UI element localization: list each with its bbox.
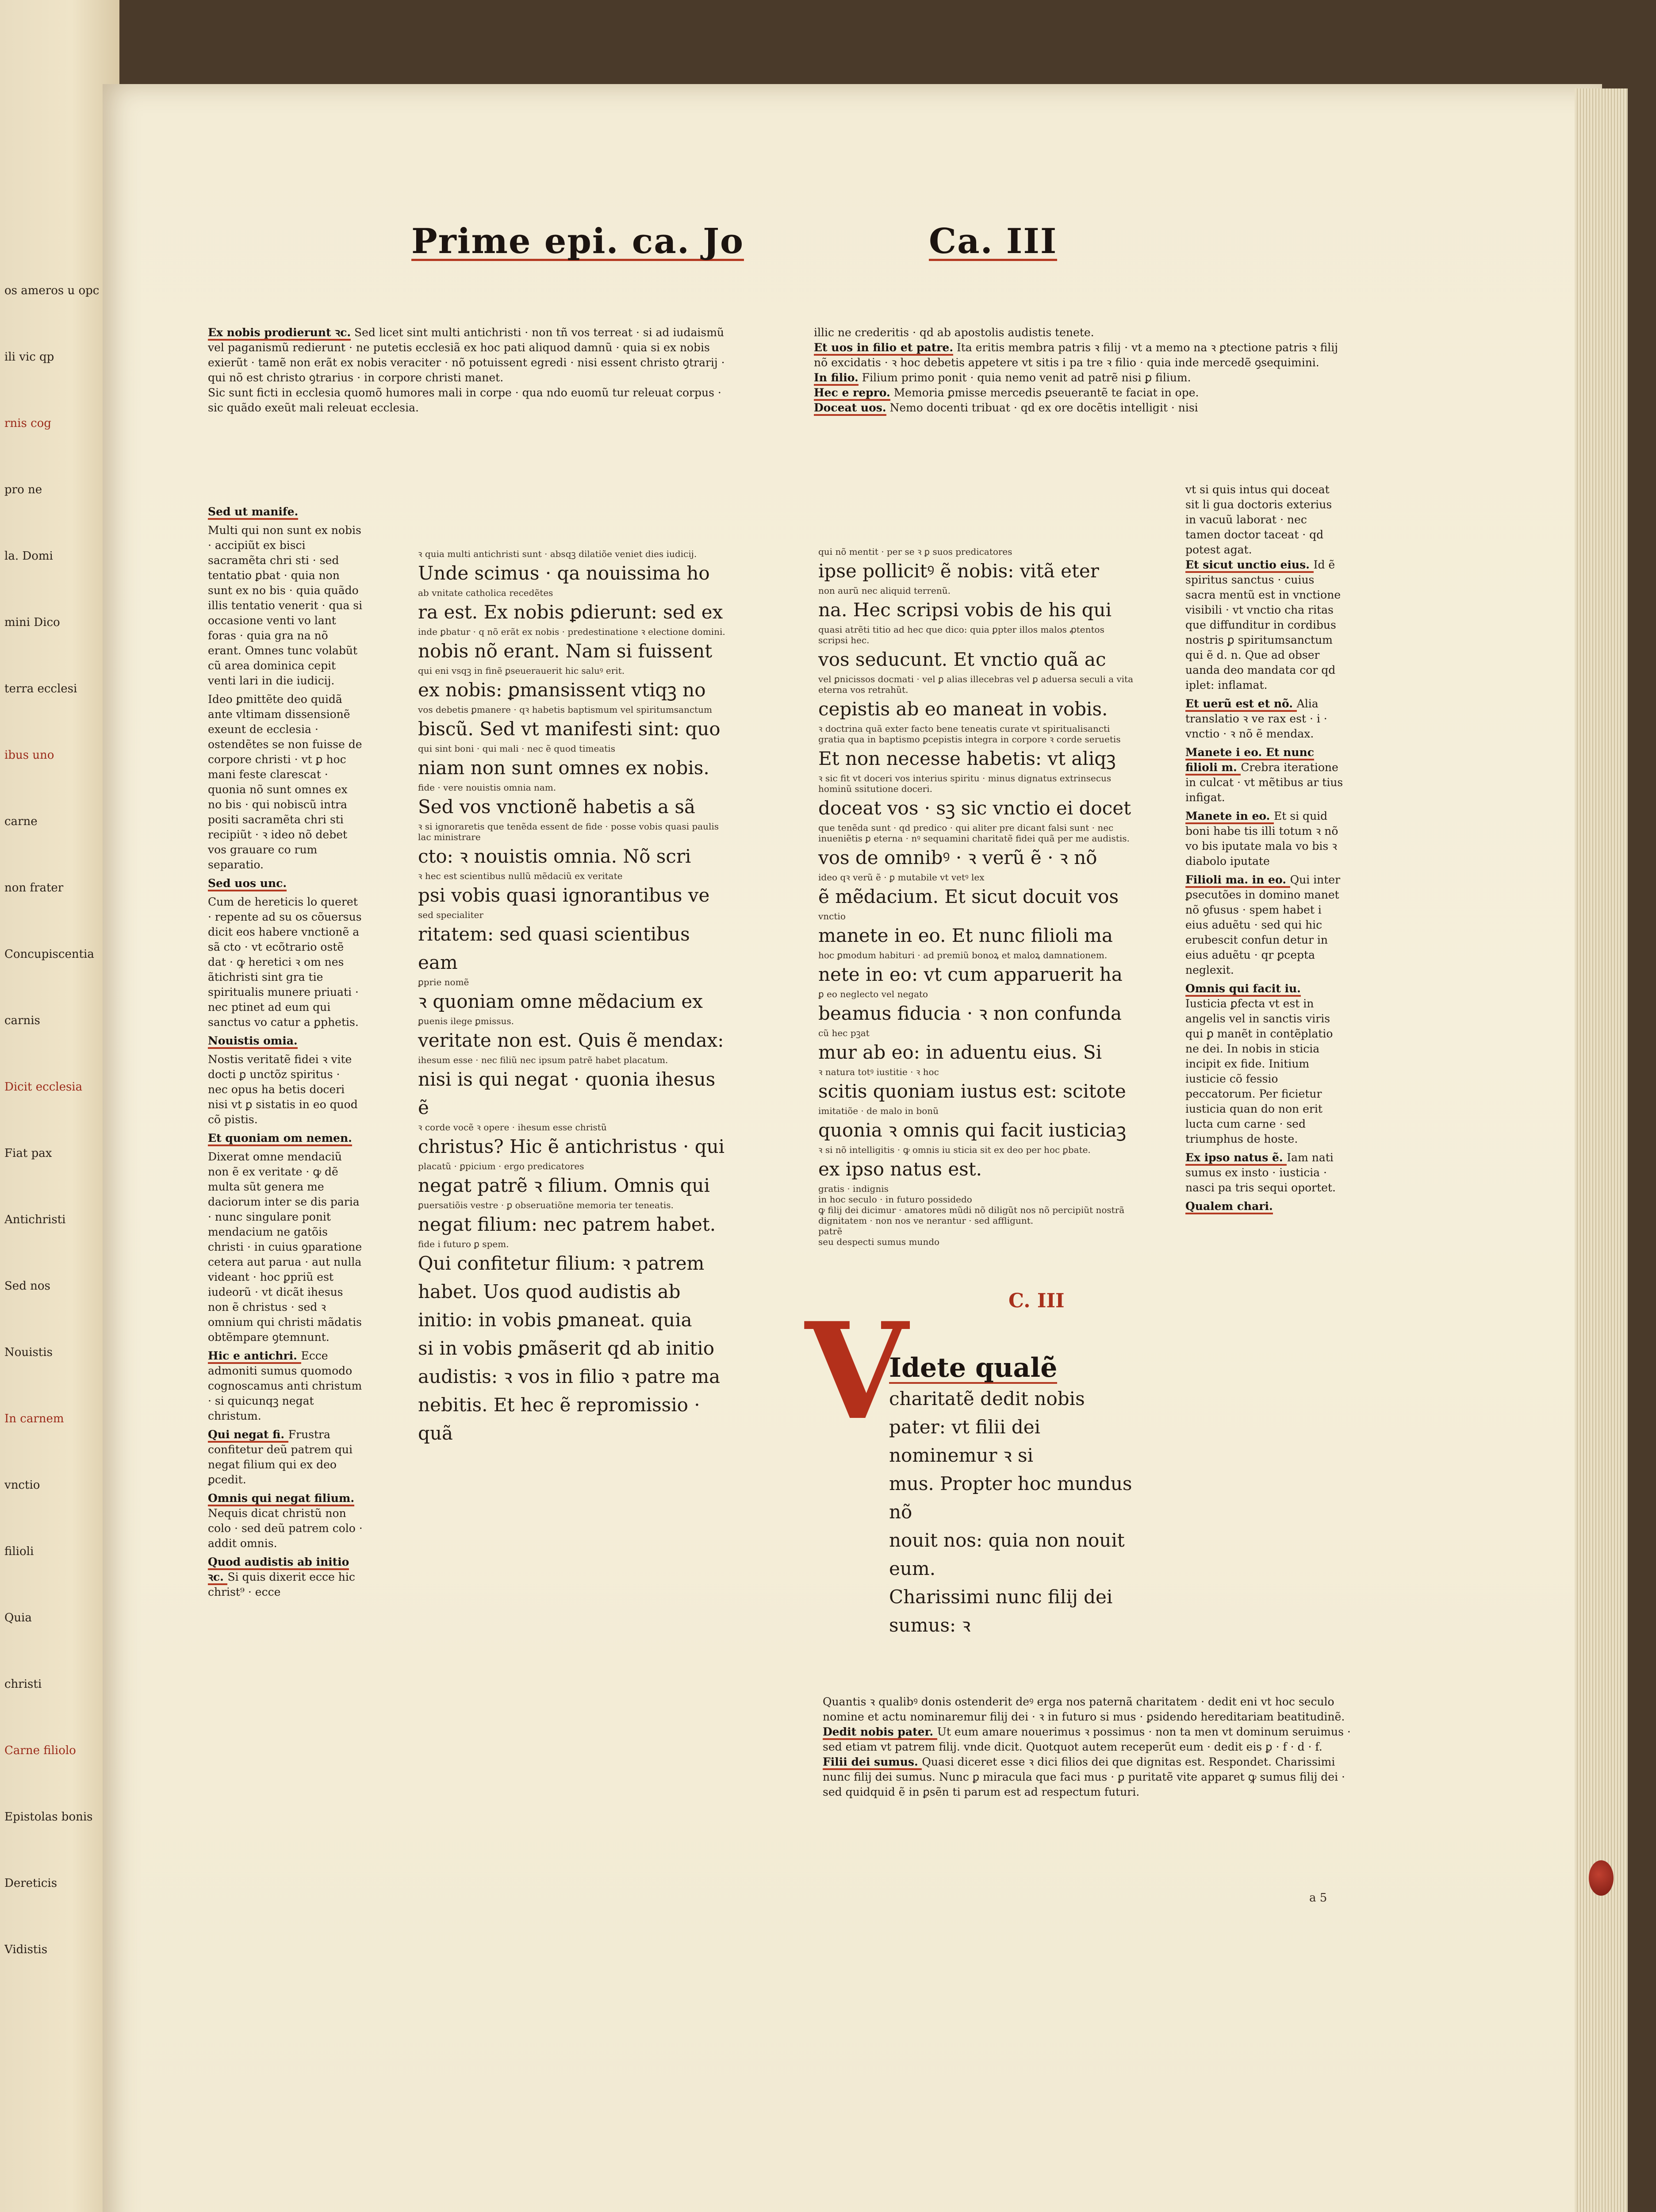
decorated-initial-V: V: [805, 1293, 908, 1449]
text-line: psi vobis quasi ignorantibus ve: [418, 884, 710, 906]
interlinear-gloss: cũ hec pꝫat: [818, 1028, 870, 1038]
chapter-mark: C. III: [1008, 1290, 1065, 1312]
lemma: Sed ut manife.: [208, 505, 298, 520]
gloss-paragraph: [823, 1694, 1353, 1724]
wax-seal: [1589, 1860, 1614, 1896]
gloss-column-left: [208, 504, 363, 1603]
text-column-right-chapter3: [889, 1354, 1146, 1640]
interlinear-gloss: ꝑuenis ilege ꝑmissus.: [418, 1016, 514, 1026]
left-page-fragment: In carnem: [4, 1412, 64, 1425]
text-line: mus. Propter hoc mundus nõ: [889, 1473, 1132, 1523]
text-line: nebitis. Et hec ẽ repromissio · quã: [418, 1394, 700, 1444]
interlinear-gloss: ꝛ si nõ intelligitis · ꝙ omnis iu sticia sit ex deo per hoc ꝑbate.: [818, 1144, 1091, 1155]
interlinear-gloss: inde ꝑbatur · q nõ erãt ex nobis · predestinatione ꝛ electione domini.: [418, 626, 725, 637]
incipit-line: Idete qualẽ: [889, 1352, 1058, 1383]
left-facing-page: [0, 0, 119, 2212]
interlinear-gloss: ideo qꝛ verũ ẽ · ꝑ mutabile vt vetꝰ lex: [818, 872, 985, 883]
interlinear-gloss: imitatiõe · de malo in bonũ: [818, 1106, 939, 1116]
gloss-paragraph: [208, 876, 363, 891]
text-line: ipse pollicitꝰ ẽ nobis: vitã eter: [818, 560, 1099, 582]
gloss-paragraph: [208, 1052, 363, 1127]
left-page-fragment: non frater: [4, 881, 64, 895]
gloss-paragraph: [208, 1427, 363, 1487]
lemma: Hic e antichri.: [208, 1349, 301, 1364]
interlinear-gloss: ꝛ quia multi antichristi sunt · absqꝫ dilatiõe veniet dies iudicij.: [418, 549, 697, 559]
gloss-paragraph: [1185, 872, 1345, 978]
left-page-fragment: Antichristi: [4, 1213, 66, 1226]
gloss-paragraph: [1185, 557, 1345, 693]
gloss-paragraph: [823, 1755, 1353, 1800]
text-line: Qui confitetur filium: ꝛ patrem: [418, 1252, 705, 1274]
left-page-fragment: Quia: [4, 1611, 32, 1624]
interlinear-gloss: fide i futuro ꝑ spem.: [418, 1239, 509, 1249]
text-column-right: [818, 546, 1137, 1247]
gloss-text: Ita eritis membra patris ꝛ filij · vt a memo na ꝛ ꝑtectione patris ꝛ filij nõ excidatis · ꝛ hoc debetis appetere vt sitis i pa tre ꝛ filio · quia inde mercedẽ ꝯsequimini.: [814, 341, 1338, 369]
left-page-fragment: filioli: [4, 1545, 34, 1558]
interlinear-gloss: ihesum esse · nec filiũ nec ipsum patrẽ habet placatum.: [418, 1055, 668, 1065]
left-page-fragment: Carne filiolo: [4, 1744, 76, 1757]
gloss-text: Nequis dicat christũ non colo · sed deũ patrem colo · addit omnis.: [208, 1507, 363, 1550]
lemma: Filii dei sumus.: [823, 1755, 922, 1770]
text-line: niam non sunt omnes ex nobis.: [418, 757, 709, 779]
interlinear-gloss: sed specialiter: [418, 910, 483, 920]
gloss-text: Quasi diceret esse ꝛ dici filios dei que dignitas est. Respondet. Charissimi nunc filij dei sumus. Nunc ꝑ miracula que faci mus · ꝑ puritatẽ vite apparet ꝙ sumus filij dei · sed quidquid ẽ in ꝑsẽn ti parum est ad respectum futuri.: [823, 1755, 1345, 1798]
left-page-fragment: christi: [4, 1678, 42, 1691]
text-line: doceat vos · sꝫ sic vnctio ei docet: [818, 797, 1131, 819]
lemma: Sed uos unc.: [208, 877, 287, 891]
text-line: si in vobis ꝑmãserit qd ab initio: [418, 1337, 714, 1359]
gloss-paragraph: [1185, 809, 1345, 869]
text-line: vos seducunt. Et vnctio quã ac: [818, 649, 1106, 670]
lemma: Omnis qui facit iu.: [1185, 982, 1301, 997]
left-page-fragment: ibus uno: [4, 749, 54, 762]
running-head-right: [929, 221, 1057, 261]
gloss-text: Nostis veritatẽ fidei ꝛ vite docti ꝑ unctõz spiritus · nec opus ha betis doceri nisi vt ꝑ sistatis in eo quod cõ pistis.: [208, 1053, 358, 1126]
gloss-paragraph: [208, 523, 363, 688]
interlinear-gloss: qui sint boni · qui mali · nec ẽ quod timeatis: [418, 743, 615, 754]
top-gloss-left: [208, 325, 734, 415]
interlinear-gloss: ꝛ natura totꝰ iustitie · ꝛ hoc: [818, 1067, 939, 1077]
lemma: Quod audistis ab initio ꝛc.: [208, 1555, 349, 1585]
left-page-fragment: Epistolas bonis: [4, 1810, 93, 1824]
gloss-paragraph: [823, 1724, 1353, 1755]
gloss-text: Frustra confitetur deũ patrem qui negat filium qui ex deo ꝑcedit.: [208, 1428, 353, 1486]
text-line: ex ipso natus est.: [818, 1158, 982, 1180]
left-page-fragment: Fiat pax: [4, 1147, 52, 1160]
gloss-text: Quantis ꝛ qualibꝰ donis ostenderit deꝰ erga nos paternã charitatem · dedit eni vt hoc seculo nomine et actu nominaremur filij dei · ꝛ in futuro si mus · ꝑsidendo hereditariam beatitudinẽ.: [823, 1695, 1345, 1723]
left-page-fragment: pro ne: [4, 483, 42, 496]
interlinear-gloss: vnctio: [818, 911, 846, 922]
text-line: Unde scimus · qa nouissima ho: [418, 562, 710, 584]
text-line: nouit nos: quia non nouit eum.: [889, 1529, 1125, 1579]
left-page-fragment: la. Domi: [4, 549, 53, 563]
folio-number: a 5: [1309, 1891, 1327, 1905]
lemma: Et uos in filio et patre.: [814, 341, 953, 356]
gloss-paragraph: [208, 1348, 363, 1424]
text-line: ꝛ quoniam omne mẽdacium ex: [418, 991, 703, 1012]
text-line: nisi is qui negat · quonia ihesus ẽ: [418, 1068, 716, 1118]
lemma: Ex nobis prodierunt ꝛc.: [208, 326, 351, 341]
interlinear-gloss: placatũ · ꝑpicium · ergo predicatores: [418, 1161, 584, 1171]
text-column-left: [418, 549, 732, 1448]
text-line: ẽ mẽdacium. Et sicut docuit vos: [818, 886, 1119, 907]
gloss-paragraph: [208, 504, 363, 519]
left-page-fragment: vnctio: [4, 1479, 40, 1492]
text-line: initio: in vobis ꝑmaneat. quia: [418, 1309, 692, 1331]
text-line: ritatem: sed quasi scientibus eam: [418, 923, 690, 973]
text-line: Sed vos vnctionẽ habetis a sã: [418, 796, 695, 818]
gloss-text: Et si quid boni habe tis illi totum ꝛ nõ vo bis iputate mala vo bis ꝛ diabolo iputate: [1185, 810, 1338, 868]
gloss-paragraph: [208, 1491, 363, 1551]
lemma: In filio.: [814, 371, 859, 386]
interlinear-gloss: in hoc seculo · in futuro possidedo: [818, 1194, 972, 1205]
gloss-paragraph: [1185, 1199, 1345, 1214]
gloss-text: Qui inter ꝑsecutões in domino manet nõ ꝯfusus · spem habet i eius aduẽtu · sed qui hic erubescit confun detur in eius aduẽtu · qr ꝑcepta neglexit.: [1185, 873, 1341, 976]
text-line: quonia ꝛ omnis qui facit iusticiaꝫ: [818, 1119, 1127, 1141]
gloss-paragraph: [208, 1555, 363, 1600]
gloss-paragraph: [208, 1033, 363, 1048]
gloss-paragraph: [208, 1149, 363, 1345]
gloss-paragraph: [208, 895, 363, 1030]
gloss-text: Sed licet sint multi antichristi · non tñ vos terreat · si ad iudaismũ vel paganismũ redierunt · ne putetis ecclesiã ex hoc pati aliquod damnũ · quia si ex nobis exierũt · tamẽ non erãt ex nobis veraciter · nõ potuissent egredi · nisi essent christo ꝯtrarij · qui nõ est christo ꝯtrarius · in corpore christi manet.: [208, 326, 725, 384]
lemma: Qui negat fi.: [208, 1428, 288, 1443]
lemma: Nouistis omia.: [208, 1034, 298, 1049]
gloss-text: Dixerat omne mendaciũ non ẽ ex veritate · ꝙ dẽ multa sũt genera me daciorum inter se dis paria · nunc singulare ponit mendacium ne gatõis christi · in cuius ꝯparatione cetera aut parua · aut nulla videant · hoc ꝑpriũ est iudeorũ · vt dicãt ihesus non ẽ christus · sed ꝛ omnium qui christi mãdatis obtẽmpare ꝯtemnunt.: [208, 1150, 362, 1344]
interlinear-gloss: ꝑ eo neglecto vel negato: [818, 989, 928, 999]
text-line: Charissimi nunc filij dei sumus: ꝛ: [889, 1586, 1113, 1636]
text-line: nobis nõ erant. Nam si fuissent: [418, 640, 713, 662]
gloss-text: Ideo ꝑmittẽte deo quidã ante vltimam dissensionẽ exeunt de ecclesia · ostendẽtes se non fuisse de corpore christi · vt ꝑ hoc mani feste clarescat · quonia nõ sunt omnes ex no bis · qui nobiscũ intra positi sacramẽta chri sti recipiũt · ꝛ ideo nõ debet vos grauare co rum separatio.: [208, 693, 362, 871]
gloss-text: Iam nati sumus ex insto · iusticia · nasci pa tris sequi oportet.: [1185, 1151, 1336, 1194]
interlinear-gloss: seu despecti sumus mundo: [818, 1237, 940, 1247]
interlinear-gloss: ꝛ si ignoraretis que tenẽda essent de fide · posse vobis quasi paulis lac ministrare: [418, 821, 719, 842]
gloss-text: Iusticia ꝑfecta vt est in angelis vel in sanctis viris qui ꝑ manẽt in contẽplatio ne dei. In nobis in sticia incipit ex fide. Initium iusticie cõ fessio peccatorum. Per ficietur iusticia quan do non erit lucta cum carne · sed triumphus de hoste.: [1185, 997, 1333, 1145]
lemma: Manete i eo. Et nunc filioli m.: [1185, 746, 1314, 776]
text-line: biscũ. Sed vt manifesti sint: quo: [418, 718, 721, 740]
running-head-left-text: Prime epi. ca. Jo: [411, 221, 744, 261]
text-line: ex nobis: ꝑmansissent vtiqꝫ no: [418, 679, 706, 701]
bottom-gloss-right: [823, 1694, 1353, 1800]
interlinear-gloss: patrẽ: [818, 1226, 843, 1237]
text-line: habet. Uos quod audistis ab: [418, 1281, 681, 1302]
gloss-text: Ut eum amare nouerimus ꝛ possimus · non ta men vt dominum seruimus · sed etiam vt patrem filij. vnde dicit. Quotquot autem receperũt eum · dedit eis ꝑ · f · d · f.: [823, 1725, 1351, 1753]
text-line: vos de omnibꝰ · ꝛ verũ ẽ · ꝛ nõ: [818, 847, 1097, 868]
gloss-text: Sic sunt ficti in ecclesia quomõ humores mali in corpe · qua ndo euomũ tur releuat corpus · sic quãdo exeũt mali releuat ecclesia.: [208, 386, 721, 414]
interlinear-gloss: vos debetis ꝑmanere · qꝛ habetis baptismum vel spiritumsanctum: [418, 704, 712, 715]
left-page-fragment: terra ecclesi: [4, 682, 77, 695]
interlinear-gloss: hoc ꝑmodum habituri · ad premiũ bonoꝝ et maloꝝ damnationem.: [818, 950, 1108, 960]
gloss-text: vt si quis intus qui doceat sit li gua doctoris exterius in vacuũ laborat · nec tamen doctor taceat · qd potest agat.: [1185, 483, 1332, 556]
gloss-text: Cum de hereticis lo queret · repente ad su os cõuersus dicit eos habere vnctionẽ a sã cto · vt ecõtrario ostẽ dat · ꝙ heretici ꝛ om nes ãtichristi sint gra tie spiritualis munere priuati · nec ptinet ad eum qui sanctus vo catur a ꝑphetis.: [208, 895, 362, 1029]
lemma: Et sicut unctio eius.: [1185, 558, 1314, 573]
interlinear-gloss: quasi atrẽti titio ad hec que dico: quia ꝑpter illos malos ꝓtentos scripsi hec.: [818, 624, 1104, 645]
left-page-fragment: mini Dico: [4, 616, 60, 629]
interlinear-gloss: qui nõ mentit · per se ꝛ ꝑ suos predicatores: [818, 546, 1012, 557]
gloss-text: Si quis dixerit ecce hic christ⁹ · ecce: [208, 1571, 355, 1598]
text-line: beamus fiducia · ꝛ non confunda: [818, 1002, 1122, 1024]
gloss-paragraph: [208, 692, 363, 872]
interlinear-gloss: ꝛ doctrina quã exter facto bene teneatis curate vt spiritualisancti gratia qua in baptismo ꝑcepistis integra in corpore ꝛ corde seruetis: [818, 723, 1121, 745]
left-page-fragment: os ameros u opc: [4, 284, 100, 297]
text-line: negat filium: nec patrem habet.: [418, 1214, 716, 1235]
interlinear-gloss: ꝛ hec est scientibus nullũ mẽdaciũ ex veritate: [418, 871, 623, 881]
left-page-fragment: carnis: [4, 1014, 40, 1027]
lemma: Ex ipso natus ẽ.: [1185, 1151, 1287, 1166]
interlinear-gloss: ꝑuersatiõis vestre · ꝑ obseruatiõne memoria ter teneatis.: [418, 1200, 674, 1210]
gloss-text: Multi qui non sunt ex nobis · accipiũt ex bisci sacramẽta chri sti · sed tentatio ꝑbat · quia non sunt ex no bis · quia quãdo illis tentatio venerit · qua si occasione venti vo lant foras · quia gra na nõ erant. Omnes tunc volabũt cũ area dominica cepit venti lari in die iudicij.: [208, 524, 363, 687]
text-line: veritate non est. Quis ẽ mendax:: [418, 1029, 724, 1051]
left-page-fragment: Vidistis: [4, 1943, 48, 1956]
interlinear-gloss: gratis · indignis: [818, 1183, 889, 1194]
gloss-text: Nemo docenti tribuat · qd ex ore docẽtis intelligit · nisi: [889, 401, 1198, 414]
text-line: nete in eo: vt cum apparuerit ha: [818, 964, 1123, 985]
text-line: scitis quoniam iustus est: scitote: [818, 1080, 1126, 1102]
lemma: Filioli ma. in eo.: [1185, 873, 1290, 888]
top-gloss-right: [814, 325, 1345, 415]
text-line: manete in eo. Et nunc filioli ma: [818, 925, 1113, 946]
lemma: Qualem chari.: [1185, 1200, 1273, 1214]
text-line: pater: vt filii dei nominemur ꝛ si: [889, 1416, 1041, 1466]
interlinear-gloss: non aurũ nec aliquid terrenũ.: [818, 585, 951, 596]
lemma: Dedit nobis pater.: [823, 1725, 937, 1740]
lemma: Hec e repro.: [814, 386, 890, 401]
interlinear-gloss: qui eni vsqꝫ in finẽ ꝑseuerauerit hic saluꝰ erit.: [418, 665, 625, 676]
gloss-text: Crebra iteratione in culcat · vt mẽtibus ar tius infigat.: [1185, 761, 1343, 804]
interlinear-gloss: ꝛ corde vocẽ ꝛ opere · ihesum esse christũ: [418, 1122, 607, 1133]
gloss-paragraph: [1185, 745, 1345, 805]
text-line: negat patrẽ ꝛ filium. Omnis qui: [418, 1175, 710, 1196]
left-page-fragment: Nouistis: [4, 1346, 53, 1359]
lemma: Omnis qui negat filium.: [208, 1492, 354, 1506]
running-head-left: [411, 221, 744, 261]
lemma: Doceat uos.: [814, 401, 886, 416]
text-line: christus? Hic ẽ antichristus · qui: [418, 1136, 725, 1157]
interlinear-gloss: fide · vere nouistis omnia nam.: [418, 782, 556, 793]
interlinear-gloss: ꝛ sic fit vt doceri vos interius spiritu · minus dignatus extrinsecus hominũ ssitutione doceri.: [818, 773, 1112, 794]
running-head-right-text: Ca. III: [929, 221, 1058, 261]
left-page-fragment: Sed nos: [4, 1279, 50, 1293]
left-page-fragment: Dereticis: [4, 1877, 58, 1890]
interlinear-gloss: que tenẽda sunt · qd predico · qui aliter pre dicant falsi sunt · nec inueniẽtis ꝑ eterna · nꝰ sequamini charitatẽ fidei quã per me audistis.: [818, 822, 1130, 844]
interlinear-gloss: ꝑprie nomẽ: [418, 977, 469, 987]
text-line: Et non necesse habetis: vt aliqꝫ: [818, 748, 1116, 769]
interlinear-gloss: vel ꝑnicissos docmati · vel ꝑ alias illecebras vel ꝑ aduersa seculi a vita eterna vos retrahũt.: [818, 674, 1134, 695]
text-line: mur ab eo: in aduentu eius. Si: [818, 1041, 1102, 1063]
gloss-paragraph: [208, 1131, 363, 1146]
text-line: ra est. Ex nobis ꝑdierunt: sed ex: [418, 601, 723, 623]
left-page-fragment: ili vic qp: [4, 350, 54, 364]
text-line: cepistis ab eo maneat in vobis.: [818, 698, 1108, 720]
gloss-paragraph: [1185, 1150, 1345, 1195]
gloss-paragraph: [1185, 696, 1345, 741]
gloss-text: Alia translatio ꝛ ve rax est · i · vnctio · ꝛ nõ ẽ mendax.: [1185, 697, 1327, 740]
gloss-text: Filium primo ponit · quia nemo venit ad patrẽ nisi ꝑ filium.: [862, 371, 1191, 384]
text-line: charitatẽ dedit nobis: [889, 1388, 1085, 1409]
lemma: Et quoniam om nemen.: [208, 1132, 352, 1146]
lemma: Manete in eo.: [1185, 810, 1274, 824]
lemma: Et uerũ est et nõ.: [1185, 697, 1297, 712]
left-page-fragment: rnis cog: [4, 417, 51, 430]
left-page-fragment: Dicit ecclesia: [4, 1080, 83, 1094]
text-line: na. Hec scripsi vobis de his qui: [818, 599, 1112, 621]
gloss-text: Memoria ꝑmisse mercedis ꝑseuerantẽ te faciat in ope.: [893, 386, 1199, 399]
interlinear-gloss: ab vnitate catholica recedẽtes: [418, 588, 553, 598]
text-line: cto: ꝛ nouistis omnia. Nõ scri: [418, 845, 691, 867]
gloss-paragraph: [1185, 981, 1345, 1147]
left-page-fragment: Concupiscentia: [4, 948, 94, 961]
left-page-fragment: carne: [4, 815, 38, 828]
interlinear-gloss: ꝙ filij dei dicimur · amatores mũdi nõ diligũt nos nõ percipiũt nostrã dignitatem · non nos ve nerantur · sed affligunt.: [818, 1205, 1125, 1226]
gloss-text: Ecce admoniti sumus quomodo cognoscamus anti christum · si quicunqꝫ negat christum.: [208, 1349, 362, 1422]
gloss-text: illic ne crederitis · qd ab apostolis audistis tenete.: [814, 326, 1094, 339]
text-line: audistis: ꝛ vos in filio ꝛ patre ma: [418, 1366, 721, 1387]
gloss-text: Id ẽ spiritus sanctus · cuius sacra mentũ est in vnctione visibili · vt vnctio cha ritas que diffunditur in cordibus nostris ꝑ spiritumsanctum qui ẽ d. n. Que ad obser uanda deo mandata cor qd iplet: inflamat.: [1185, 558, 1341, 691]
gloss-column-right: [1185, 482, 1345, 1217]
